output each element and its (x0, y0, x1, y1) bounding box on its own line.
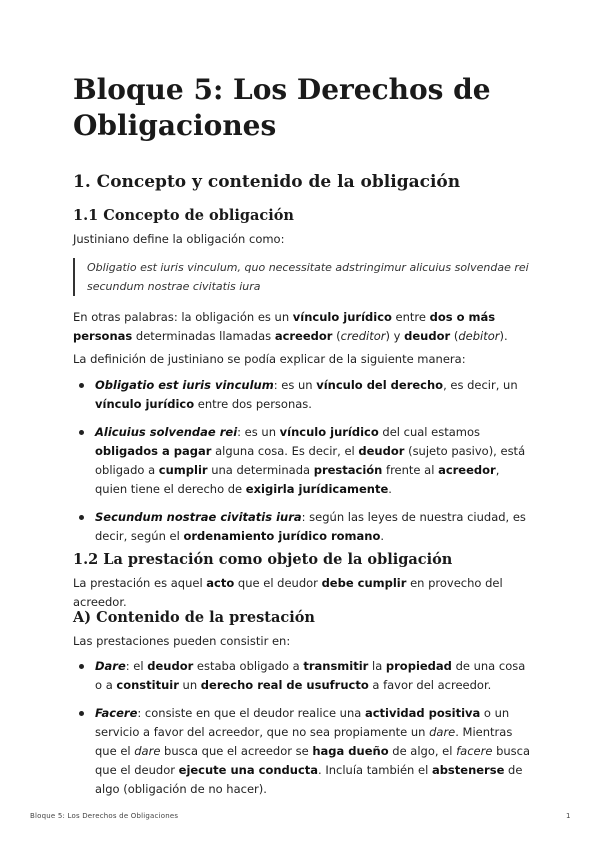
intro-paragraph: Justiniano define la obligación como: (73, 232, 285, 246)
list-item: Obligatio est iuris vinculum: es un vínculo del derecho, es decir, un vínculo jurídico entre dos personas. (73, 376, 531, 414)
subsection-heading-1-2: 1.2 La prestación como objeto de la obligación (73, 551, 453, 568)
list-item: Alicuius solvendae rei: es un vínculo jurídico del cual estamos obligados a pagar alguna cosa. Es decir, el deudor (sujeto pasivo), está obligado a cumplir una determinada prestación frente al acreedor, quien tiene el derecho de exigirla jurídicamente. (73, 423, 531, 499)
footer-document-title: Bloque 5: Los Derechos de Obligaciones (30, 812, 179, 820)
list-item: Dare: el deudor estaba obligado a transmitir la propiedad de una cosa o a constituir un derecho real de usufructo a favor del acreedor. (73, 657, 531, 695)
list-item: Secundum nostrae civitatis iura: según las leyes de nuestra ciudad, es decir, según el ordenamiento jurídico romano. (73, 508, 531, 546)
content-list (73, 657, 531, 808)
latin-quote: Obligatio est iuris vinculum, quo necessitate adstringimur alicuius solvendae rei secundum nostrae civitatis iura (73, 258, 542, 296)
paragraph-prestacion: La prestación es aquel acto que el deudor debe cumplir en provecho del acreedor. (73, 576, 503, 609)
bullet-icon (79, 711, 84, 716)
bullet-icon (79, 430, 84, 435)
bullet-icon (79, 515, 84, 520)
subsection-heading-1-1: 1.1 Concepto de obligación (73, 207, 294, 224)
bullet-icon (79, 664, 84, 669)
list-item: Facere: consiste en que el deudor realice una actividad positiva o un servicio a favor del acreedor, que no sea propiamente un dare. Mientras que el dare busca que el acreedor se haga dueño de algo, el facere busca que el deudor ejecute una conducta. Incluía también el abstenerse de algo (obligación de no hacer). (73, 704, 531, 799)
footer-page-number: 1 (566, 812, 571, 820)
definition-list (73, 376, 531, 555)
section-heading-1: 1. Concepto y contenido de la obligación (73, 172, 461, 192)
paragraph-otras-palabras: En otras palabras: la obligación es un vínculo jurídico entre dos o más personas determinadas llamadas acreedor (creditor) y deudor (debitor). (73, 310, 508, 343)
paragraph-pueden: Las prestaciones pueden consistir en: (73, 634, 291, 648)
document-title: Bloque 5: Los Derechos de Obligaciones (73, 73, 491, 142)
paragraph-definicion: La definición de justiniano se podía explicar de la siguiente manera: (73, 352, 466, 366)
subsection-heading-a: A) Contenido de la prestación (73, 609, 315, 626)
bullet-icon (79, 383, 84, 388)
